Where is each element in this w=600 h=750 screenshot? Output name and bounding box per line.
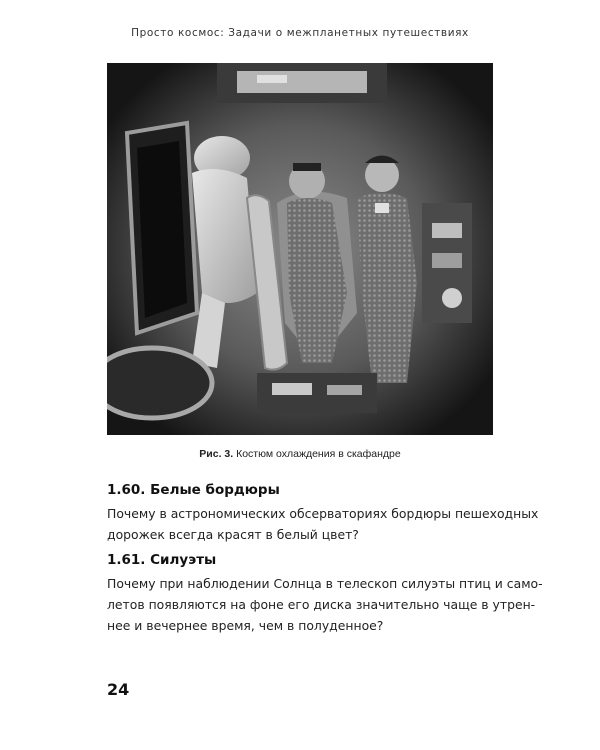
caption-text: Костюм охлаждения в скафандре — [236, 448, 401, 460]
problem-text-line: нее и вечернее время, чем в полуденное? — [107, 618, 384, 633]
photo-illustration — [107, 63, 493, 435]
problem-text — [107, 503, 539, 545]
problem-title: 1.60. Белые бордюры — [107, 482, 280, 498]
problem-text-line: Почему в астрономических обсерваториях бордюры пешеходных — [107, 506, 539, 521]
problem-text — [107, 573, 543, 636]
page-number: 24 — [107, 680, 130, 699]
problem-text-line: дорожек всегда красят в белый цвет? — [107, 527, 359, 542]
problem-text-line: летов появляются на фоне его диска значительно чаще в утрен- — [107, 597, 536, 612]
problem-1-60 — [107, 481, 539, 545]
figure-caption — [0, 448, 600, 460]
problem-text-line: Почему при наблюдении Солнца в телескоп силуэты птиц и само- — [107, 576, 543, 591]
figure-photo-cosmonauts — [107, 63, 493, 435]
problem-title: 1.61. Силуэты — [107, 552, 217, 568]
running-header: Просто космос: Задачи о межпланетных путешествиях — [131, 27, 469, 39]
problem-1-61 — [107, 551, 543, 636]
caption-label: Рис. 3. — [199, 448, 234, 460]
